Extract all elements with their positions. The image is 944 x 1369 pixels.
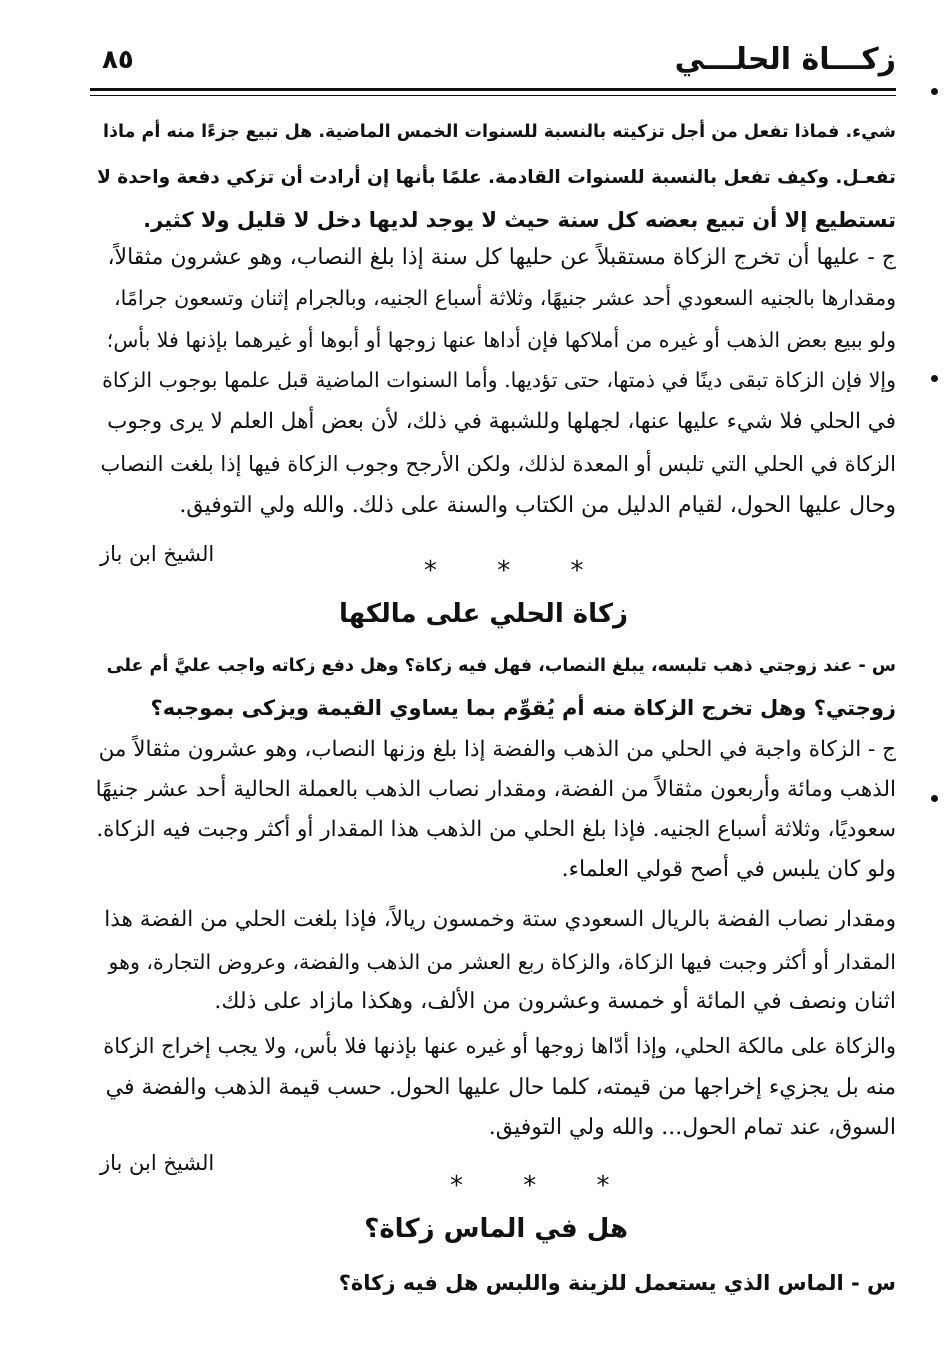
page-header (90, 38, 896, 90)
margin-mark (931, 795, 938, 802)
question-line: تفعـل. وكيف تفعل بالنسبة للسنوات القادمة. علمًا بأنها إن أرادت أن تزكي دفعة واحدة لا (97, 167, 896, 188)
answer-line: ج - عليها أن تخرج الزكاة مستقبلاً عن حليها كل سنة إذا بلغ النصاب، وهو عشرون مثقالاً، (107, 245, 896, 270)
header-rule-thick (90, 88, 896, 91)
question-line: س - الماس الذي يستعمل للزينة واللبس هل فيه زكاة؟ (338, 1271, 896, 1295)
answer-line: وإلا فإن الزكاة تبقى دينًا في ذمتها، حتى تؤديها. وأما السنوات الماضية قبل علمها بوجوب الزكاة (102, 368, 896, 392)
section-heading: زكاة الحلي على مالكها (338, 599, 628, 629)
question-line: تستطيع إلا أن تبيع بعضه كل سنة حيث لا يوجد لديها دخل لا قليل ولا كثير. (143, 208, 896, 232)
answer-line: ومقدار نصاب الفضة بالريال السعودي ستة وخمسون ريالاً، فإذا بلغت الحلي من الفضة هذا (104, 907, 896, 932)
margin-mark (931, 375, 938, 382)
answer-line: ومقدارها بالجنيه السعودي أحد عشر جنيهًا، وثلاثة أسباع الجنيه، وبالجرام إثنان وتسعون جرامًا، (114, 286, 896, 310)
answer-line: الذهب ومائة وأربعون مثقالاً من الفضة، ومقدار نصاب الذهب بالعملة الحالية أحد عشر جنيهًا (95, 777, 896, 802)
section-separator: * * * (424, 556, 610, 586)
answer-line: وحال عليها الحول، لقيام الدليل من الكتاب والسنة على ذلك. والله ولي التوفيق. (179, 493, 896, 518)
section-separator: * * * (450, 1171, 636, 1201)
author-signature: الشيخ ابن باز (100, 542, 215, 566)
question-line: زوجتي؟ وهل تخرج الزكاة منه أم يُقوِّم بما يساوي القيمة ويزكى بموجبه؟ (150, 696, 896, 720)
answer-line: ولو ببيع بعض الذهب أو غيره من أملاكها فإن أداها عنها زوجها أو أبوها أو غيرهما بإذنها فلا بأس؛ (106, 328, 896, 352)
section-heading: هل في الماس زكاة؟ (364, 1214, 628, 1244)
answer-line: السوق، عند تمام الحول... والله ولي التوفيق. (488, 1115, 896, 1140)
page-number: ٨٥ (102, 45, 134, 75)
answer-line: سعوديًا، وثلاثة أسباع الجنيه. فإذا بلغ الحلي من الذهب هذا المقدار أو أكثر وجبت فيه الزكاة. (96, 817, 896, 842)
answer-line: المقدار أو أكثر وجبت فيها الزكاة، والزكاة ربع العشر من الذهب والفضة، وعروض التجارة، وهو (108, 950, 896, 974)
question-line: شيء. فماذا تفعل من أجل تزكيته بالنسبة للسنوات الخمس الماضية. هل تبيع جزءًا منه أم ماذا (103, 122, 896, 142)
running-title: زكـــاة الحلـــي (674, 42, 896, 77)
answer-line: منه بل يجزيء إخراجها من قيمته، كلما حال عليها الحول. حسب قيمة الذهب والفضة في (105, 1075, 896, 1100)
answer-line: اثنان ونصف في المائة أو خمسة وعشرون من الألف، وهكذا مازاد على ذلك. (214, 989, 896, 1014)
answer-line: في الحلي فلا شيء عليها عنها، لجهلها وللشبهة في ذلك، لأن بعض أهل العلم لا يرى وجوب (107, 409, 896, 434)
answer-line: ج - الزكاة واجبة في الحلي من الذهب والفضة إذا بلغ وزنها النصاب، وهو عشرون مثقالاً من (98, 737, 896, 762)
question-line: س - عند زوجتي ذهب تلبسه، يبلغ النصاب، فهل فيه زكاة؟ وهل دفع زكاته واجب عليَّ أم على (106, 656, 896, 676)
header-rule-thin (90, 95, 896, 96)
answer-line: ولو كان يلبس في أصح قولي العلماء. (561, 857, 896, 882)
answer-line: الزكاة في الحلي التي تلبس أو المعدة لذلك، ولكن الأرجح وجوب الزكاة فيها إذا بلغت النصاب (100, 452, 896, 476)
author-signature: الشيخ ابن باز (100, 1151, 215, 1175)
margin-mark (931, 88, 938, 95)
answer-line: والزكاة على مالكة الحلي، وإذا أدّاها زوجها أو غيره عنها بإذنها فلا بأس، ولا يجب إخراج الزكاة (103, 1034, 896, 1058)
